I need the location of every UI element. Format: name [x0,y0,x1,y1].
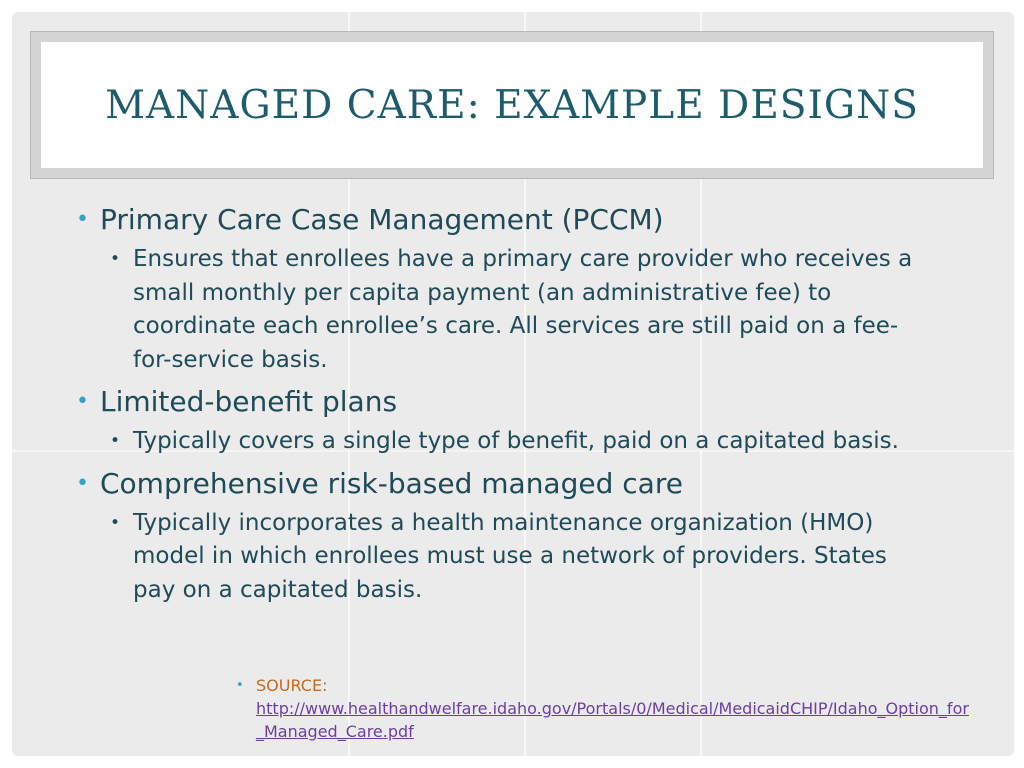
source-label: SOURCE: [256,676,328,695]
bullet-dot-icon: • [110,512,121,533]
title-box [41,42,983,168]
sub-bullet-text: Typically covers a single type of benefit, paid on a capitated basis. [133,428,899,454]
bullet-text: Limited-benefit plans [100,385,398,418]
bullet-dot-icon: • [76,389,89,414]
source-citation [236,674,976,743]
bullet-text: Primary Care Case Management (PCCM) [100,203,664,236]
bullet-item [70,203,970,237]
bullet-dot-icon: • [110,431,121,451]
bullet-item [70,385,970,419]
bullet-list [70,203,970,615]
bullet-text: Comprehensive risk-based managed care [100,466,683,500]
sub-bullet-item [70,425,933,459]
bullet-dot-icon: • [110,249,121,269]
title-frame [30,31,994,179]
source-link[interactable]: http://www.healthandwelfare.idaho.gov/Portals/0/Medical/MedicaidCHIP/Idaho_Option_for_Managed_Care.pdf [256,699,969,741]
bullet-dot-icon: • [236,678,244,693]
sub-bullet-text: Ensures that enrollees have a primary care provider who receives a small monthly per capita payment (an administrative fee) to coordinate each enrollee’s care. All services are still paid on a fee-for-service basis. [133,246,913,373]
bullet-dot-icon: • [76,207,89,232]
sub-bullet-item [70,243,933,377]
sub-bullet-item [70,507,933,608]
bullet-dot-icon: • [76,470,89,496]
slide-title: MANAGED CARE: EXAMPLE DESIGNS [105,82,919,128]
bullet-item [70,467,970,501]
sub-bullet-text: Typically incorporates a health maintenance organization (HMO) model in which enrollees must use a network of providers. States pay on a capitated basis. [133,509,887,603]
